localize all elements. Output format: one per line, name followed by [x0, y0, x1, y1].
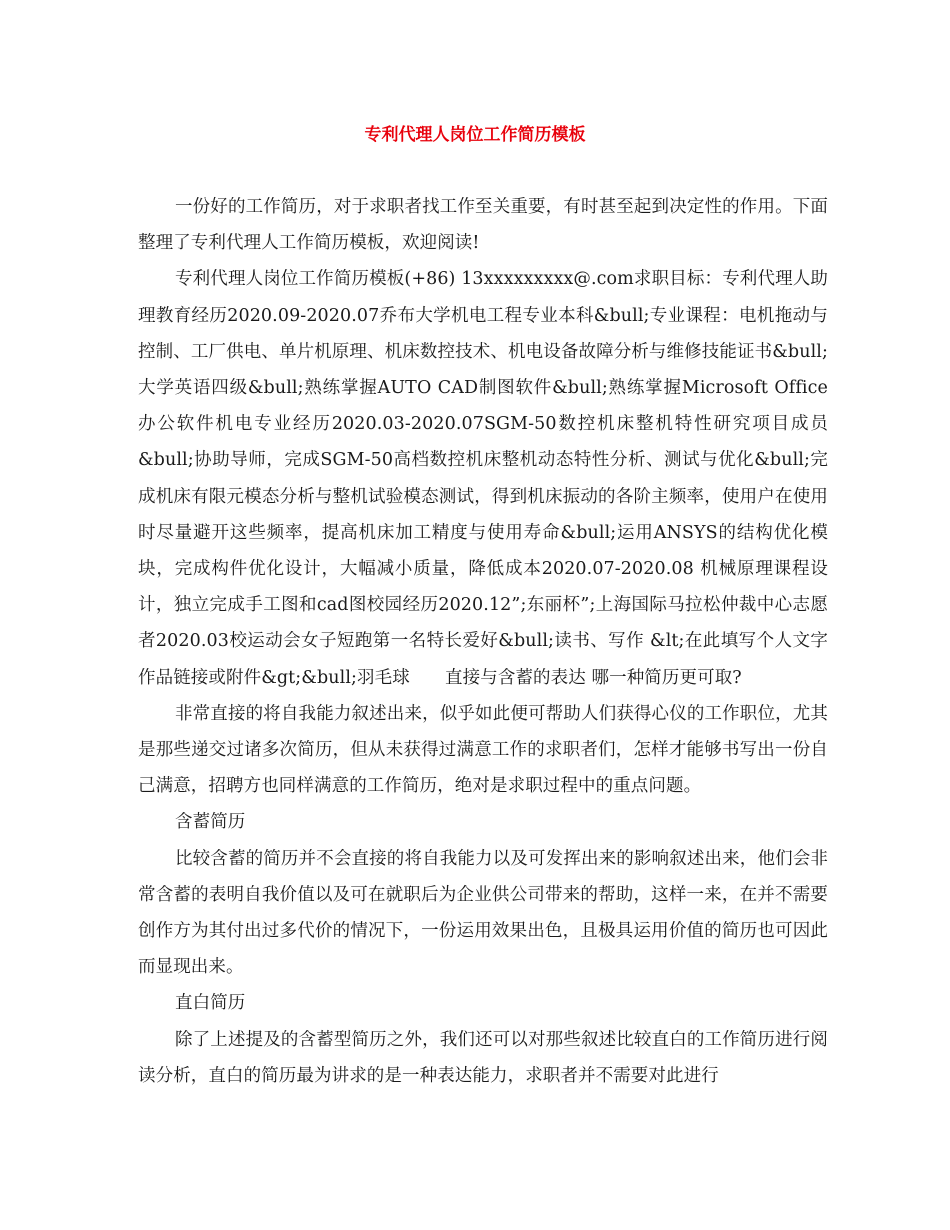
document-body: [138, 189, 828, 1094]
paragraph-direct-expression: 非常直接的将自我能力叙述出来，似乎如此便可帮助人们获得心仪的工作职位，尤其是那些递交过诸多次简历，但从未获得过满意工作的求职者们，怎样才能够书写出一份自己满意，招聘方也同样满意的工作简历，绝对是求职过程中的重点问题。: [138, 703, 828, 797]
heading-implicit-resume: 含蓄简历: [175, 812, 246, 833]
paragraph-resume-template: 专利代理人岗位工作简历模板(+86) 13xxxxxxxxx@.com求职目标：专利代理人助理教育经历2020.09-2020.07乔布大学机电工程专业本科&bull;专业课程：电机拖动与控制、工厂供电、单片机原理、机床数控技术、机电设备故障分析与维修技能证书&bull;大学英语四级&bull;熟练掌握AUTO CAD制图软件&bull;熟练掌握Microsoft Office办公软件机电专业经历2020.03-2020.07SGM-50数控机床整机特性研究项目成员&bull;协助导师，完成SGM-50高档数控机床整机动态特性分析、测试与优化&bull;完成机床有限元模态分析与整机试验模态测试，得到机床振动的各阶主频率，使用户在使用时尽量避开这些频率，提高机床加工精度与使用寿命&bull;运用ANSYS的结构优化模块，完成构件优化设计，大幅减小质量，降低成本2020.07-2020.08 机械原理课程设计，独立完成手工图和cad图校园经历2020.12”;东丽杯”;上海国际马拉松仲裁中心志愿者2020.03校运动会女子短跑第一名特长爱好&bull;读书、写作 &lt;在此填写个人文字作品链接或附件&gt;&bull;羽毛球 直接与含蓄的表达 哪一种简历更可取?: [138, 269, 828, 688]
document-title: 专利代理人岗位工作简历模板: [364, 125, 586, 145]
paragraph-intro: 一份好的工作简历，对于求职者找工作至关重要，有时甚至起到决定性的作用。下面整理了专利代理人工作简历模板，欢迎阅读!: [138, 197, 828, 254]
paragraph-plain-resume: 除了上述提及的含蓄型简历之外，我们还可以对那些叙述比较直白的工作简历进行阅读分析，直白的简历最为讲求的是一种表达能力，求职者并不需要对此进行: [138, 1029, 828, 1086]
paragraph-implicit-resume: 比较含蓄的简历并不会直接的将自我能力以及可发挥出来的影响叙述出来，他们会非常含蓄的表明自我价值以及可在就职后为企业供公司带来的帮助，这样一来，在并不需要创作方为其付出过多代价的情况下，一份运用效果出色，且极具运用价值的简历也可因此而显现出来。: [138, 848, 828, 978]
heading-plain-resume: 直白简历: [175, 993, 246, 1014]
